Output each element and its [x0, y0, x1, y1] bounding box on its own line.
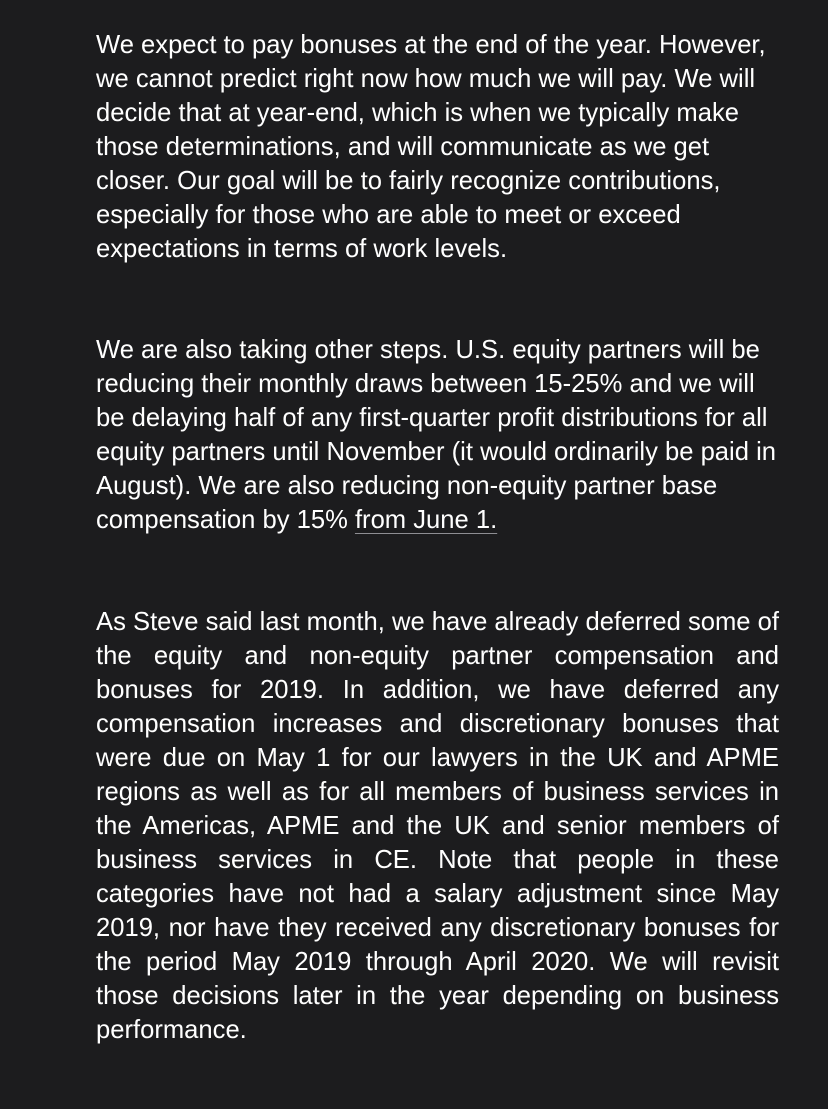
from-june-link[interactable]: from June 1. — [354, 506, 498, 534]
paragraph-other-steps-text: We are also taking other steps. U.S. equity partners will be reducing their monthly draws between 15-25% and we will be delaying half of any first-quarter profit distributions for all equity partners until November (it would ordinarily be paid in August). We are also reducing non-equity partner base compensation by 15% — [96, 336, 776, 534]
paragraph-other-steps — [96, 333, 786, 537]
paragraph-deferrals: As Steve said last month, we have already deferred some of the equity and non-equity partner compensation and bonuses for 2019. In addition, we have deferred any compensation increases and discretionary bonuses that were due on May 1 for our lawyers in the UK and APME regions as well as for all members of business services in the Americas, APME and the UK and senior members of business services in CE. Note that people in these categories have not had a salary adjustment since May 2019, nor have they received any discretionary bonuses for the period May 2019 through April 2020. We will revisit those decisions later in the year depending on business performance. — [96, 608, 779, 1044]
paragraph-bonuses: We expect to pay bonuses at the end of the year. However, we cannot predict right now how much we will pay. We will decide that at year-end, which is when we typically make those determinations, and will communicate as we get closer. Our goal will be to fairly recognize contributions, especially for those who are able to meet or exceed expectations in terms of work levels. — [96, 31, 766, 263]
